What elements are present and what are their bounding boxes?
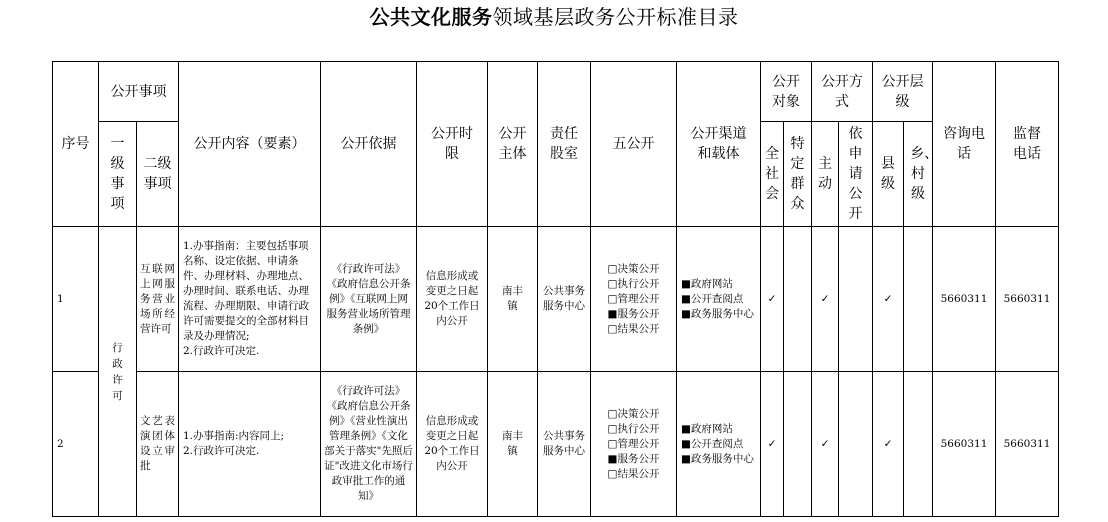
office-cell: 公共事务服务中心 bbox=[538, 227, 591, 372]
basis-cell: 《行政许可法》《政府信息公开条例》《营业性演出管理条例》《文化部关于落实"先照后证"改进文化市场行政审批工作的通知》 bbox=[321, 372, 417, 517]
header-level: 公开层级 bbox=[873, 62, 933, 122]
header-subject: 公开主体 bbox=[488, 62, 538, 227]
consult-phone-cell: 5660311 bbox=[933, 227, 996, 372]
header-seq: 序号 bbox=[53, 62, 99, 227]
header-basis: 公开依据 bbox=[321, 62, 417, 227]
header-supervise-phone: 监督电话 bbox=[996, 62, 1059, 227]
header-level2: 二级事项 bbox=[137, 122, 179, 227]
header-office: 责任股室 bbox=[538, 62, 591, 227]
header-channel: 公开渠道和载体 bbox=[677, 62, 761, 227]
five-open-item: □执行公开 bbox=[607, 422, 660, 435]
mode-apply-check bbox=[839, 227, 873, 372]
five-open-item: □执行公开 bbox=[607, 277, 660, 290]
content-cell: 1.办事指南:内容同上; 2.行政许可决定. bbox=[179, 372, 321, 517]
header-content: 公开内容（要素） bbox=[179, 62, 321, 227]
channel-cell: ■政府网站 ■公开查阅点 ■政务服务中心 bbox=[677, 372, 761, 517]
header-level-town: 乡、村级 bbox=[904, 122, 933, 227]
mode-active-check: ✓ bbox=[812, 227, 839, 372]
header-mode-apply: 依申请公开 bbox=[839, 122, 873, 227]
subject-cell: 南丰镇 bbox=[488, 372, 538, 517]
page-title-rest: 领域基层政务公开标准目录 bbox=[492, 5, 739, 29]
header-target-specific: 特定群众 bbox=[784, 122, 812, 227]
content-cell: 1.办事指南：主要包括事项名称、设定依据、申请条件、办理材料、办理地点、办理时间、联系电话、办理流程、办理期限、申请行政许可需要提交的全部材料目录及办理情况; 2.行政许可决定. bbox=[179, 227, 321, 372]
catalog-table bbox=[52, 61, 1059, 517]
five-open-item: □管理公开 bbox=[607, 292, 660, 305]
target-specific-check bbox=[784, 227, 812, 372]
level-county-check: ✓ bbox=[873, 227, 904, 372]
office-cell: 公共事务服务中心 bbox=[538, 372, 591, 517]
five-open-item: □结果公开 bbox=[607, 467, 660, 480]
five-open-item: □管理公开 bbox=[607, 437, 660, 450]
level-town-check bbox=[904, 227, 933, 372]
table-row bbox=[53, 372, 1059, 517]
mode-active-check: ✓ bbox=[812, 372, 839, 517]
five-open-item: □决策公开 bbox=[607, 262, 660, 275]
header-consult-phone: 咨询电话 bbox=[933, 62, 996, 227]
channel-cell: ■政府网站 ■公开查阅点 ■政务服务中心 bbox=[677, 227, 761, 372]
header-item: 公开事项 bbox=[99, 62, 179, 122]
page-title bbox=[0, 4, 1108, 30]
header-five-open: 五公开 bbox=[591, 62, 677, 227]
level-town-check bbox=[904, 372, 933, 517]
header-level-county: 县级 bbox=[873, 122, 904, 227]
time-limit-cell: 信息形成或变更之日起20个工作日内公开 bbox=[417, 372, 488, 517]
table-row bbox=[53, 227, 1059, 372]
time-limit-cell: 信息形成或变更之日起20个工作日内公开 bbox=[417, 227, 488, 372]
five-open-item: ■服务公开 bbox=[607, 452, 660, 465]
level2-cell: 文艺表演团体设立审批 bbox=[137, 372, 179, 517]
five-open-item: □结果公开 bbox=[607, 322, 660, 335]
level1-cell: 行政许可 bbox=[99, 227, 137, 517]
header-target: 公开对象 bbox=[761, 62, 812, 122]
page-title-bold: 公共文化服务 bbox=[369, 5, 493, 29]
header-level1: 一级事项 bbox=[99, 122, 137, 227]
five-open-cell bbox=[591, 227, 677, 372]
supervise-phone-cell: 5660311 bbox=[996, 372, 1059, 517]
subject-cell: 南丰镇 bbox=[488, 227, 538, 372]
row-seq: 1 bbox=[53, 227, 99, 372]
level2-cell: 互联网上网服务营业场所经营许可 bbox=[137, 227, 179, 372]
header-mode: 公开方式 bbox=[812, 62, 873, 122]
target-all-check: ✓ bbox=[761, 372, 784, 517]
header-target-all: 全社会 bbox=[761, 122, 784, 227]
level-county-check: ✓ bbox=[873, 372, 904, 517]
consult-phone-cell: 5660311 bbox=[933, 372, 996, 517]
target-specific-check bbox=[784, 372, 812, 517]
basis-cell: 《行政许可法》《政府信息公开条例》《互联网上网服务营业场所管理条例》 bbox=[321, 227, 417, 372]
supervise-phone-cell: 5660311 bbox=[996, 227, 1059, 372]
five-open-item: □决策公开 bbox=[607, 407, 660, 420]
five-open-cell bbox=[591, 372, 677, 517]
mode-apply-check bbox=[839, 372, 873, 517]
target-all-check: ✓ bbox=[761, 227, 784, 372]
header-mode-active: 主动 bbox=[812, 122, 839, 227]
header-time-limit: 公开时限 bbox=[417, 62, 488, 227]
row-seq: 2 bbox=[53, 372, 99, 517]
five-open-item: ■服务公开 bbox=[607, 307, 660, 320]
